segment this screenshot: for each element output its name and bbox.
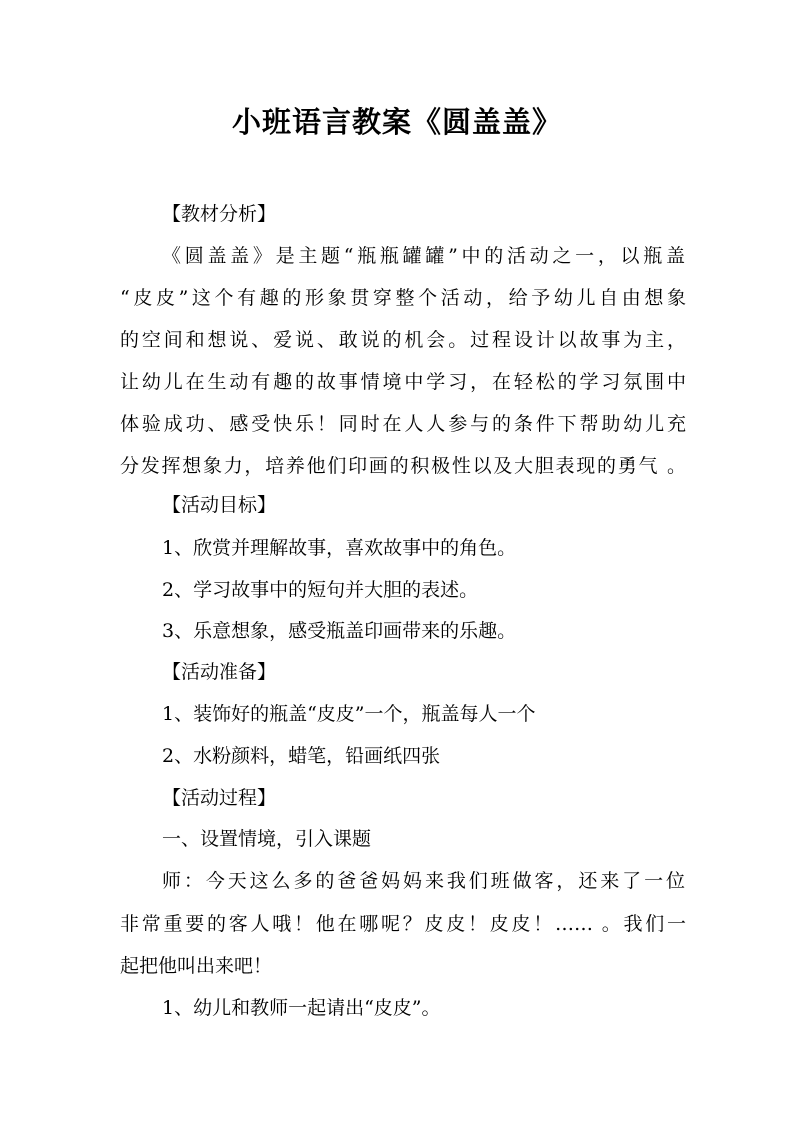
section-heading-analysis: 【教材分析】: [162, 203, 277, 225]
goal-item-2: 2、学习故事中的短句并大胆的表述。: [162, 579, 479, 601]
analysis-line-5: 体验成功、感受快乐！同时在人人参与的条件下帮助幼儿充: [120, 413, 686, 435]
section-heading-goals: 【活动目标】: [162, 494, 277, 516]
goal-item-3: 3、乐意想象，感受瓶盖印画带来的乐趣。: [162, 620, 517, 642]
section-heading-process: 【活动过程】: [162, 787, 277, 809]
process-sub-item-1: 1、幼儿和教师一起请出“皮皮”。: [162, 997, 441, 1019]
preparation-item-1: 1、装饰好的瓶盖“皮皮”一个，瓶盖每人一个: [162, 703, 536, 725]
analysis-line-4: 让幼儿在生动有趣的故事情境中学习，在轻松的学习氛围中: [120, 371, 686, 393]
analysis-line-3: 的空间和想说、爱说、敢说的机会。过程设计以故事为主，: [120, 329, 686, 351]
analysis-line-1: 《圆盖盖》是主题“瓶瓶罐罐”中的活动之一，以瓶盖: [162, 245, 685, 267]
dialogue-line-3: 起把他叫出来吧！: [120, 955, 273, 977]
process-step-1-title: 一、设置情境，引入课题: [162, 828, 372, 850]
document-title: 小班语言教案《圆盖盖》: [231, 105, 562, 139]
analysis-line-6: 分发挥想象力，培养他们印画的积极性以及大胆表现的勇气 。: [120, 455, 686, 477]
dialogue-line-1: 师：今天这么多的爸爸妈妈来我们班做客，还来了一位: [162, 870, 685, 892]
dialogue-line-2: 非常重要的客人哦！他在哪呢？皮皮！皮皮！…… 。我们一: [120, 913, 686, 935]
analysis-line-2: “皮皮”这个有趣的形象贯穿整个活动，给予幼儿自由想象: [120, 287, 686, 309]
goal-item-1: 1、欣赏并理解故事，喜欢故事中的角色。: [162, 537, 517, 559]
section-heading-preparation: 【活动准备】: [162, 661, 277, 683]
preparation-item-2: 2、水粉颜料，蜡笔，铅画纸四张: [162, 745, 441, 767]
